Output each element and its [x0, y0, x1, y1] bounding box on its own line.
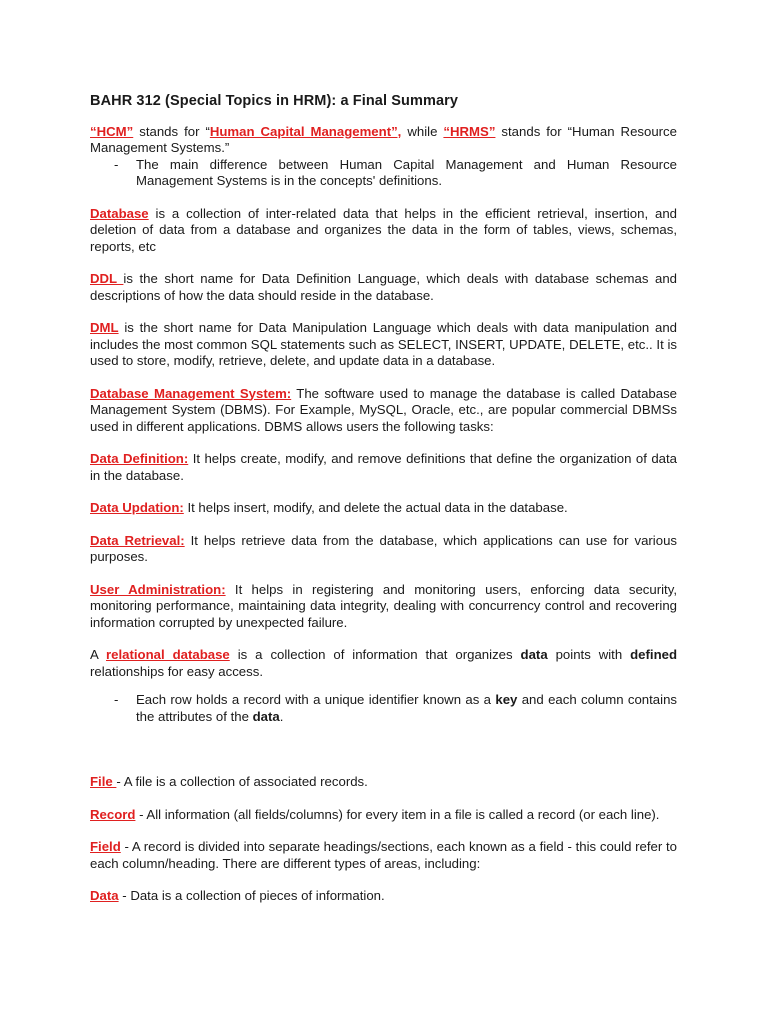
- relational-bullet: - Each row holds a record with a unique identifier known as a key and each column contains the attributes of the data.: [90, 692, 677, 725]
- document-title: BAHR 312 (Special Topics in HRM): a Final Summary: [90, 93, 459, 109]
- dbms-paragraph: Database Management System: The software used to manage the database is called Database Management System (DBMS). For Example, MySQL, Oracle, etc., are popular commercial DBMSs used in different applications. DBMS allows users the following tasks:: [90, 385, 677, 434]
- ddl-term: DDL: [90, 271, 124, 286]
- relational-database-term: relational database: [106, 647, 230, 662]
- record-paragraph: Record - All information (all fields/columns) for every item in a file is called a record (or each line).: [90, 806, 660, 822]
- hcm-bullet: - The main difference between Human Capital Management and Human Resource Management Systems is in the concepts' definitions.: [90, 157, 677, 190]
- hcm-paragraph: “HCM” stands for “Human Capital Management”, while “HRMS” stands for “Human Resource Management Systems.”: [90, 123, 677, 155]
- bold-data: data: [520, 647, 548, 662]
- relational-database-paragraph: A relational database is a collection of information that organizes data points with defined relationships for easy access.: [90, 647, 678, 679]
- data-definition-paragraph: Data Definition: It helps create, modify, and remove definitions that define the organization of data in the database.: [90, 451, 677, 483]
- record-term: Record: [90, 806, 136, 822]
- database-paragraph: Database is a collection of inter-related data that helps in the efficient retrieval, insertion, and deletion of data from a database and organizes the data in the form of tables, views, schemas, reports, etc: [90, 205, 677, 254]
- hrms-term: “HRMS”: [443, 123, 496, 139]
- file-paragraph: File - A file is a collection of associated records.: [90, 774, 368, 789]
- user-administration-paragraph: User Administration: It helps in registering and monitoring users, enforcing data security, monitoring performance, maintaining data integrity, dealing with concurrency control and recovering information corrupted by unexpected failure.: [90, 581, 677, 630]
- file-term: File: [90, 774, 117, 789]
- data-updation-term: Data Updation:: [90, 500, 184, 515]
- data-retrieval-paragraph: Data Retrieval: It helps retrieve data from the database, which applications can use for various purposes.: [90, 532, 677, 564]
- data-item-term: Data: [90, 888, 119, 903]
- bullet-dash: -: [114, 156, 119, 172]
- hcm-full-term: Human Capital Management”,: [209, 123, 402, 139]
- data-definition-term: Data Definition:: [90, 451, 189, 466]
- data-updation-paragraph: Data Updation: It helps insert, modify, and delete the actual data in the database.: [90, 500, 568, 515]
- bold-data: data: [252, 708, 280, 724]
- field-term: Field: [90, 839, 121, 854]
- bullet-dash: -: [114, 692, 119, 707]
- bold-defined: defined: [630, 647, 678, 662]
- bold-key: key: [495, 692, 518, 707]
- data-item-paragraph: Data - Data is a collection of pieces of information.: [90, 888, 385, 903]
- dml-term: DML: [90, 320, 119, 335]
- dbms-term: Database Management System:: [90, 385, 292, 401]
- dml-paragraph: DML is the short name for Data Manipulation Language which deals with data manipulation and includes the most common SQL statements such as SELECT, INSERT, UPDATE, DELETE, etc.. It is used to store, modify, retrieve, delete, and update data in a database.: [90, 320, 677, 368]
- user-administration-term: User Administration:: [90, 581, 226, 597]
- data-retrieval-term: Data Retrieval:: [90, 532, 185, 548]
- hcm-term: “HCM”: [90, 123, 134, 139]
- database-term: Database: [90, 205, 149, 221]
- ddl-paragraph: DDL is the short name for Data Definition Language, which deals with database schemas and descriptions of how the data should reside in the database.: [90, 271, 677, 303]
- field-paragraph: Field - A record is divided into separate headings/sections, each known as a field - this could refer to each column/heading. There are different types of areas, including:: [90, 839, 677, 871]
